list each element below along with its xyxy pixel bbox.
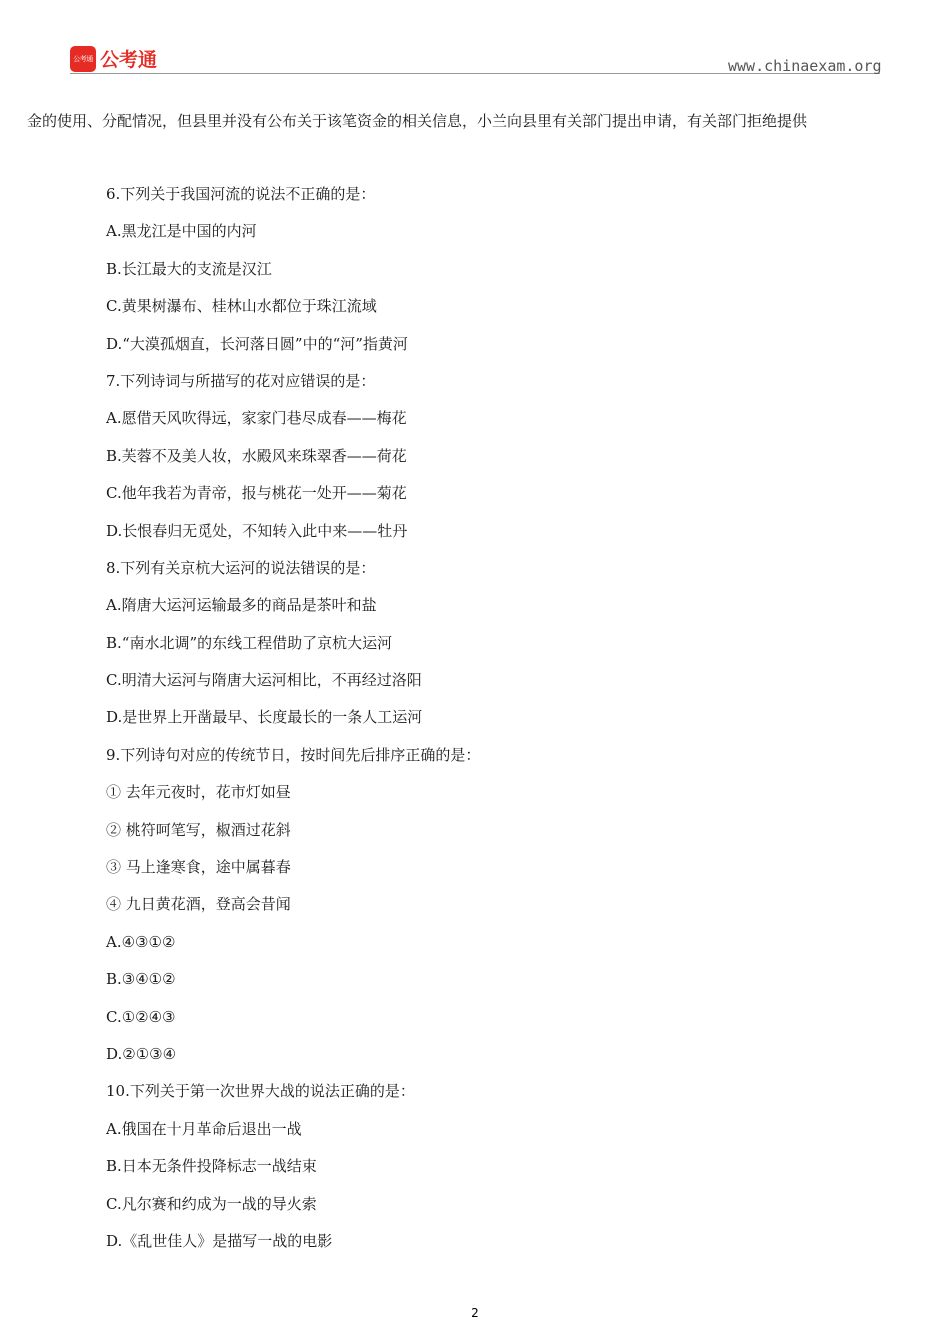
answer-option: C.凡尔赛和约成为一战的导火索	[106, 1194, 317, 1213]
poem-line: ① 去年元夜时，花市灯如昼	[106, 783, 291, 802]
answer-option: B.“南水北调”的东线工程借助了京杭大运河	[106, 633, 393, 652]
logo-text: 公考通	[100, 49, 158, 71]
answer-option: C.明清大运河与隋唐大运河相比，不再经过洛阳	[106, 671, 422, 690]
answer-option: D.②①③④	[106, 1044, 177, 1063]
page-number: 2	[471, 1306, 479, 1320]
answer-option: D.长恨春归无觅处，不知转入此中来——牡丹	[106, 521, 408, 540]
answer-option: D.“大漠孤烟直，长河落日圆”中的“河”指黄河	[106, 334, 408, 353]
poem-line: ③ 马上逢寒食，途中属暮春	[106, 858, 291, 877]
answer-option: D.《乱世佳人》是描写一战的电影	[106, 1231, 333, 1250]
answer-option: A.④③①②	[106, 932, 176, 951]
poem-line: ② 桃符呵笔写，椒酒过花斜	[106, 820, 291, 839]
answer-option: D.是世界上开凿最早、长度最长的一条人工运河	[106, 708, 423, 727]
answer-option: A.愿借天风吹得远，家家门巷尽成春——梅花	[106, 409, 407, 428]
answer-option: B.长江最大的支流是汉江	[106, 259, 272, 278]
intro-paragraph: 金的使用、分配情况，但县里并没有公布关于该笔资金的相关信息，小兰向县里有关部门提出申请，有关部门拒绝提供	[27, 112, 808, 130]
question-stem: 9.下列诗句对应的传统节日，按时间先后排序正确的是：	[106, 745, 481, 764]
answer-option: B.芙蓉不及美人妆，水殿风来珠翠香——荷花	[106, 446, 407, 465]
question-stem: 7.下列诗词与所描写的花对应错误的是：	[106, 371, 376, 390]
logo	[70, 45, 157, 72]
answer-option: C.他年我若为青帝，报与桃花一处开——菊花	[106, 484, 407, 503]
answer-option: B.日本无条件投降标志一战结束	[106, 1157, 317, 1176]
site-url: www.chinaexam.org	[728, 57, 882, 75]
answer-option: A.俄国在十月革命后退出一战	[106, 1119, 302, 1138]
logo-badge-icon: 公考通	[70, 46, 96, 72]
question-list	[106, 176, 866, 1260]
question-stem: 8.下列有关京杭大运河的说法错误的是：	[106, 558, 376, 577]
answer-option: C.黄果树瀑布、桂林山水都位于珠江流域	[106, 297, 377, 316]
poem-line: ④ 九日黄花酒，登高会昔闻	[106, 895, 291, 914]
question-stem: 6.下列关于我国河流的说法不正确的是：	[106, 185, 376, 203]
answer-option: A.黑龙江是中国的内河	[106, 222, 257, 241]
question-stem: 10.下列关于第一次世界大战的说法正确的是：	[106, 1082, 415, 1101]
answer-option: C.①②④③	[106, 1007, 176, 1026]
answer-option: B.③④①②	[106, 970, 176, 989]
page-header	[0, 0, 950, 95]
answer-option: A.隋唐大运河运输最多的商品是茶叶和盐	[106, 596, 377, 615]
